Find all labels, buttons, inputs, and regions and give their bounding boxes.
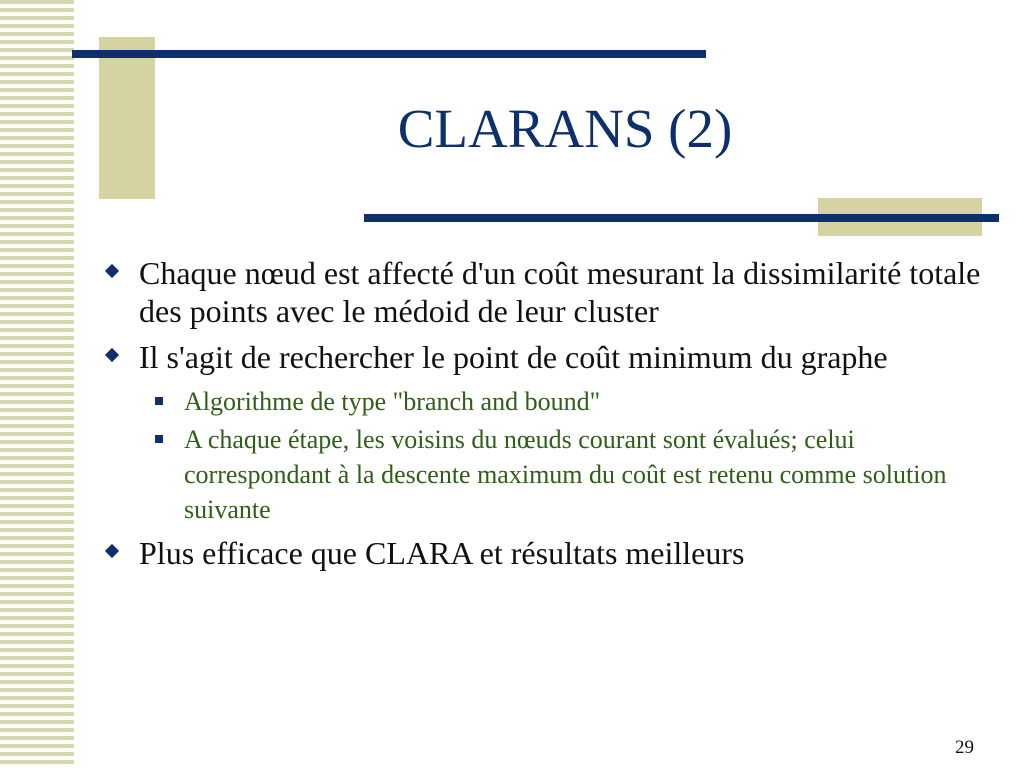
slide-title: CLARANS (2) — [397, 98, 733, 159]
left-stripes-decoration — [0, 0, 74, 768]
slide-content — [102, 254, 982, 580]
diamond-bullet-icon — [105, 348, 119, 362]
bullet-item — [102, 254, 982, 330]
sub-bullet-item — [184, 384, 982, 419]
square-bullet-icon — [155, 397, 163, 405]
bullet-item — [102, 534, 982, 572]
title-underline — [364, 214, 999, 222]
sub-bullet-text: A chaque étape, les voisins du nœuds courant sont évalués; celui correspondant à la descente maximum du coût est retenu comme solution suivante — [184, 425, 947, 524]
bullet-text: Plus efficace que CLARA et résultats meilleurs — [139, 535, 745, 571]
slide-number: 29 — [955, 737, 974, 758]
diamond-bullet-icon — [105, 544, 119, 558]
bullet-text: Chaque nœud est affecté d'un coût mesurant la dissimilarité totale des points avec le médoid de leur cluster — [139, 255, 981, 329]
diamond-bullet-icon — [105, 264, 119, 278]
bullet-text: Il s'agit de rechercher le point de coût minimum du graphe — [139, 339, 888, 375]
square-bullet-icon — [155, 435, 163, 443]
sub-bullet-item — [184, 422, 982, 527]
sub-bullet-text: Algorithme de type "branch and bound" — [184, 387, 601, 416]
bullet-item — [102, 338, 982, 376]
top-accent-line — [72, 50, 706, 58]
top-deco-block — [99, 37, 155, 199]
